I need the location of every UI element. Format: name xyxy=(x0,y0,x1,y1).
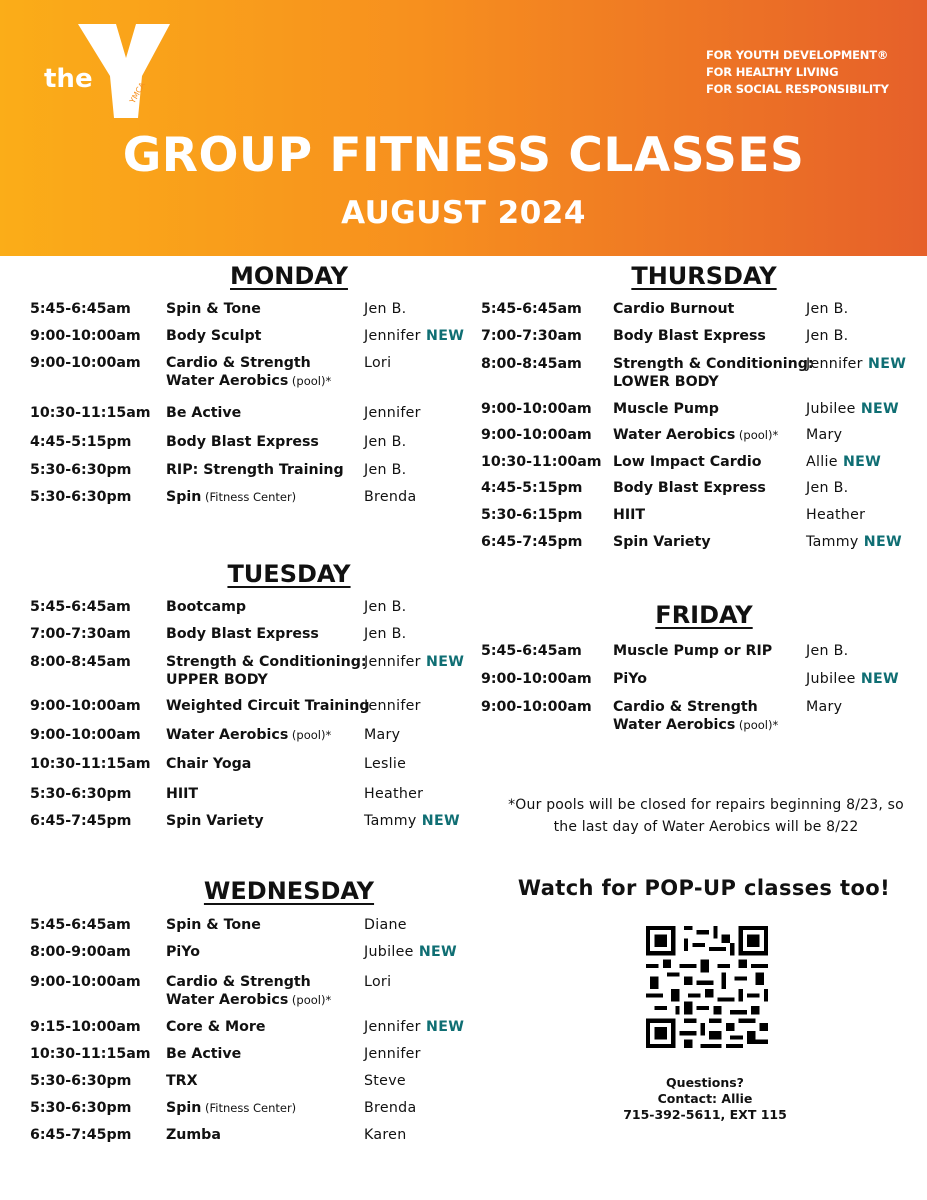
instructor: Jennifer NEW xyxy=(364,1019,465,1035)
instructor: Heather xyxy=(806,507,866,523)
class-name: Core & More xyxy=(166,1019,266,1035)
class-time: 4:45-5:15pm xyxy=(481,480,583,496)
class-name: Body Blast Express xyxy=(166,626,319,642)
class-name: Spin (Fitness Center) xyxy=(166,489,297,505)
popup-classes-heading: Watch for POP-UP classes too! xyxy=(517,876,891,900)
class-name: Water Aerobics (pool)* xyxy=(166,727,332,743)
tuesday-title: TUESDAY xyxy=(227,560,351,588)
class-name: Cardio & Strength Water Aerobics (pool)* xyxy=(613,699,779,733)
class-time: 10:30-11:15am xyxy=(30,1046,151,1062)
class-time: 5:45-6:45am xyxy=(30,917,131,933)
class-time: 9:00-10:00am xyxy=(481,427,592,443)
instructor: Jen B. xyxy=(364,626,407,642)
class-time: 5:45-6:45am xyxy=(30,301,131,317)
class-name: HIIT xyxy=(613,507,646,523)
class-time: 6:45-7:45pm xyxy=(30,813,132,829)
instructor: Steve xyxy=(364,1073,406,1089)
mission-line: FOR SOCIAL RESPONSIBILITY xyxy=(706,82,889,96)
new-badge: NEW xyxy=(855,671,899,687)
class-name: Be Active xyxy=(166,1046,242,1062)
header-banner xyxy=(0,0,927,256)
instructor: Jennifer NEW xyxy=(364,654,465,670)
class-time: 5:30-6:30pm xyxy=(30,489,132,505)
instructor: Tammy NEW xyxy=(364,813,460,829)
page-title: GROUP FITNESS CLASSES xyxy=(122,128,805,183)
class-name: Body Blast Express xyxy=(166,434,319,450)
class-name: Body Blast Express xyxy=(613,480,766,496)
class-name: Spin & Tone xyxy=(166,301,261,317)
ymca-logo xyxy=(38,20,178,130)
new-badge: NEW xyxy=(416,813,460,829)
instructor: Jen B. xyxy=(806,301,849,317)
class-time: 5:30-6:15pm xyxy=(481,507,583,523)
instructor: Lori xyxy=(364,355,392,371)
class-name: Cardio Burnout xyxy=(613,301,735,317)
instructor: Jen B. xyxy=(806,643,849,659)
mission-line: FOR YOUTH DEVELOPMENT® xyxy=(706,48,889,62)
class-name: Body Sculpt xyxy=(166,328,262,344)
class-time: 5:30-6:30pm xyxy=(30,1100,132,1116)
new-badge: NEW xyxy=(862,356,907,372)
class-time: 9:00-10:00am xyxy=(30,974,141,990)
friday-title: FRIDAY xyxy=(655,601,753,629)
class-time: 6:45-7:45pm xyxy=(30,1127,132,1143)
class-name: Bootcamp xyxy=(166,599,247,615)
class-time: 5:30-6:30pm xyxy=(30,786,132,802)
class-name: Muscle Pump or RIP xyxy=(613,643,773,659)
instructor: Jennifer NEW xyxy=(364,328,465,344)
new-badge: NEW xyxy=(837,454,882,470)
contact-question: Questions? xyxy=(666,1075,744,1090)
class-time: 9:00-10:00am xyxy=(30,328,141,344)
class-time: 7:00-7:30am xyxy=(30,626,131,642)
instructor: Allie NEW xyxy=(806,454,882,470)
class-name: Be Active xyxy=(166,405,242,421)
new-badge: NEW xyxy=(413,944,457,960)
class-name: Body Blast Express xyxy=(613,328,766,344)
instructor: Jubilee NEW xyxy=(806,671,899,687)
class-time: 9:15-10:00am xyxy=(30,1019,141,1035)
page-subtitle: AUGUST 2024 xyxy=(341,195,586,231)
class-name: PiYo xyxy=(613,671,647,687)
class-name: Zumba xyxy=(166,1127,221,1143)
class-name: Low Impact Cardio xyxy=(613,454,762,470)
instructor: Leslie xyxy=(364,756,407,772)
instructor: Jen B. xyxy=(806,328,849,344)
class-time: 5:45-6:45am xyxy=(481,643,582,659)
class-time: 4:45-5:15pm xyxy=(30,434,132,450)
instructor: Lori xyxy=(364,974,392,990)
wednesday-title: WEDNESDAY xyxy=(203,877,375,905)
class-time: 5:30-6:30pm xyxy=(30,1073,132,1089)
thursday-title: THURSDAY xyxy=(631,262,777,290)
new-badge: NEW xyxy=(420,654,465,670)
contact-phone[interactable]: 715-392-5611, EXT 115 xyxy=(623,1107,787,1122)
pool-closure-note: *Our pools will be closed for repairs beginning 8/23, so the last day of Water Aerobics will be 8/22 xyxy=(508,797,904,835)
new-badge: NEW xyxy=(855,401,899,417)
qr-code-icon[interactable] xyxy=(646,926,768,1048)
class-time: 9:00-10:00am xyxy=(481,699,592,715)
instructor: Jen B. xyxy=(364,462,407,478)
mission-statement xyxy=(706,47,889,98)
class-time: 9:00-10:00am xyxy=(481,401,592,417)
instructor: Tammy NEW xyxy=(806,534,902,550)
class-name: Cardio & Strength Water Aerobics (pool)* xyxy=(166,355,332,389)
class-time: 9:00-10:00am xyxy=(481,671,592,687)
class-time: 8:00-8:45am xyxy=(30,654,131,670)
class-time: 5:30-6:30pm xyxy=(30,462,132,478)
class-name: Spin Variety xyxy=(166,813,264,829)
instructor: Brenda xyxy=(364,1100,417,1116)
class-name: Spin Variety xyxy=(613,534,711,550)
class-name: Weighted Circuit Training xyxy=(166,698,370,714)
instructor: Jennifer NEW xyxy=(806,356,907,372)
contact-info xyxy=(596,1075,814,1123)
instructor: Jennifer xyxy=(364,405,421,421)
instructor: Jubilee NEW xyxy=(806,401,899,417)
class-name: Muscle Pump xyxy=(613,401,719,417)
y-logo-icon xyxy=(78,20,174,120)
class-name: HIIT xyxy=(166,786,199,802)
class-time: 8:00-8:45am xyxy=(481,356,582,372)
class-name: TRX xyxy=(166,1073,198,1089)
class-name: Spin (Fitness Center) xyxy=(166,1100,297,1116)
monday-title: MONDAY xyxy=(230,262,348,290)
class-time: 5:45-6:45am xyxy=(481,301,582,317)
new-badge: NEW xyxy=(420,1019,465,1035)
instructor: Heather xyxy=(364,786,424,802)
class-name: Cardio & Strength Water Aerobics (pool)* xyxy=(166,974,332,1008)
class-time: 10:30-11:15am xyxy=(30,756,151,772)
new-badge: NEW xyxy=(420,328,465,344)
instructor: Mary xyxy=(806,699,843,715)
class-name: Strength & Conditioning: UPPER BODY xyxy=(166,654,367,688)
class-time: 9:00-10:00am xyxy=(30,698,141,714)
class-time: 6:45-7:45pm xyxy=(481,534,583,550)
class-time: 5:45-6:45am xyxy=(30,599,131,615)
instructor: Mary xyxy=(806,427,843,443)
class-time: 10:30-11:15am xyxy=(30,405,151,421)
class-time: 9:00-10:00am xyxy=(30,355,141,371)
class-name: Spin & Tone xyxy=(166,917,261,933)
instructor: Mary xyxy=(364,727,401,743)
svg-text:YMCA: YMCA xyxy=(127,80,148,105)
logo-the-text: the xyxy=(44,64,93,94)
class-time: 8:00-9:00am xyxy=(30,944,131,960)
class-name: PiYo xyxy=(166,944,200,960)
contact-name: Contact: Allie xyxy=(657,1091,753,1106)
instructor: Jen B. xyxy=(364,599,407,615)
instructor: Diane xyxy=(364,917,407,933)
instructor: Jubilee NEW xyxy=(364,944,457,960)
class-name: Water Aerobics (pool)* xyxy=(613,427,779,443)
class-time: 9:00-10:00am xyxy=(30,727,141,743)
class-name: Chair Yoga xyxy=(166,756,252,772)
class-name: Strength & Conditioning: LOWER BODY xyxy=(613,356,814,390)
instructor: Jen B. xyxy=(364,301,407,317)
class-time: 7:00-7:30am xyxy=(481,328,582,344)
instructor: Jen B. xyxy=(806,480,849,496)
class-name: RIP: Strength Training xyxy=(166,462,344,478)
class-time: 10:30-11:00am xyxy=(481,454,602,470)
instructor: Jennifer xyxy=(364,1046,421,1062)
instructor: Brenda xyxy=(364,489,417,505)
instructor: Jennifer xyxy=(364,698,421,714)
new-badge: NEW xyxy=(858,534,902,550)
mission-line: FOR HEALTHY LIVING xyxy=(706,65,839,79)
instructor: Jen B. xyxy=(364,434,407,450)
instructor: Karen xyxy=(364,1127,407,1143)
